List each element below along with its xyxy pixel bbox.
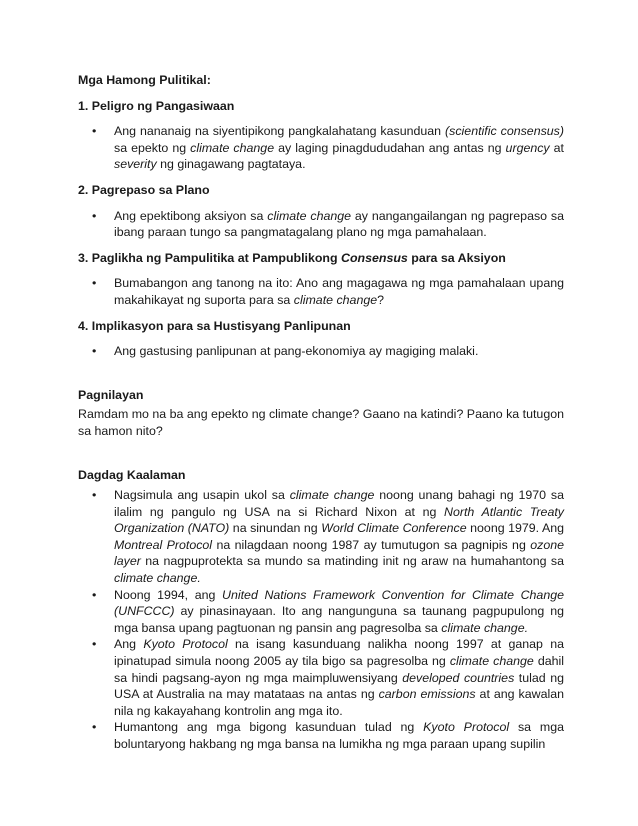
italic-term: climate change <box>449 654 534 669</box>
bullet-item <box>114 636 564 719</box>
section-heading-4: 4. Implikasyon para sa Hustisyang Panlipunan <box>78 318 351 333</box>
text-run: Ang <box>114 637 144 652</box>
text-run: ? <box>377 292 385 307</box>
pagnilayan-heading: Pagnilayan <box>78 387 144 402</box>
bullet-list-3 <box>78 275 564 308</box>
bullet-item <box>114 208 564 241</box>
pagnilayan-text: Ramdam mo na ba ang epekto ng climate change? Gaano na katindi? Paano ka tutugon sa hamon nito? <box>78 407 564 438</box>
text-run: ay pinasinayaan. Ito ang nangunguna sa taunang pagpupulong ng mga bansa upang pagtuonan ng pansin ang pagresolba sa <box>114 604 564 635</box>
dagdag-kaalaman-section <box>78 467 564 753</box>
text-run: noong unang bahagi ng 1970 sa ilalim ng pangulo ng USA na si Richard Nixon at ng <box>114 488 564 519</box>
italic-term: climate change <box>190 140 275 155</box>
italic-term: climate change. <box>114 571 201 586</box>
italic-term: severity <box>114 157 157 172</box>
text-run: Nagsimula ang usapin ukol sa <box>114 488 290 503</box>
italic-term: climate change <box>289 488 375 503</box>
text-run: at ang kawalan nila ng kakayahang kontrolin ang mga ito. <box>114 687 564 718</box>
text-run: Bumabangon ang tanong na ito: Ano ang magagawa ng mga pamahalaan upang makahikayat ng suporta para sa <box>114 276 564 307</box>
text-run: Ang gastusing panlipunan at pang-ekonomiya ay magiging malaki. <box>114 344 479 359</box>
italic-term: Kyoto Protocol <box>143 637 228 652</box>
italic-term: carbon emissions <box>378 687 476 702</box>
italic-term: North Atlantic Treaty Organization (NATO) <box>114 504 564 536</box>
text-run: na isang kasunduang nalikha noong 1997 at ganap na ipinatupad simula noong 2005 ay tila bigo sa pagresolba ng <box>114 637 564 669</box>
italic-term: climate change. <box>441 620 529 635</box>
dagdag-bullet-list <box>78 487 564 753</box>
section-3 <box>78 250 564 309</box>
section-heading-2: 2. Pagrepaso sa Plano <box>78 182 210 197</box>
section-heading-3 <box>78 250 564 267</box>
italic-term: ozone layer <box>114 537 564 569</box>
section-4 <box>78 318 564 360</box>
text-run: noong 1979. Ang <box>466 521 564 536</box>
text-run: sa epekto ng <box>114 140 191 155</box>
text-run: Ang epektibong aksiyon sa <box>114 208 268 223</box>
text-run: ay nangangailangan ng pagrepaso sa ibang paraan tungo sa pangmatagalang plano ng mga pamahalaan. <box>114 208 565 240</box>
italic-term: climate change <box>267 208 352 223</box>
text-run: Humantong ang mga bigong kasunduan tulad ng <box>114 720 424 735</box>
italic-term: Consensus <box>341 250 408 265</box>
text-run: dahil sa hindi pagsang-ayon ng mga maimpluwensiyang <box>114 654 565 685</box>
text-run: sa mga boluntaryong hakbang ng mga bansa na lumikha ng mga paraan upang supilin <box>114 720 564 751</box>
text-run: tulad ng USA at Australia na may matataas na antas ng <box>114 670 564 702</box>
bullet-item <box>114 719 564 752</box>
pagnilayan-section <box>78 387 564 440</box>
bullet-list-1 <box>78 123 564 173</box>
italic-term: Montreal Protocol <box>114 537 213 552</box>
text-run: na sinundan ng <box>229 521 322 536</box>
dagdag-kaalaman-heading: Dagdag Kaalaman <box>78 467 186 482</box>
document-page <box>78 72 564 753</box>
text-run: na nagpuprotekta sa mundo sa matinding init ng araw na humahantong sa <box>140 554 564 569</box>
section-2 <box>78 182 564 241</box>
text-run: na nilagdaan noong 1987 ay tumutugon sa pagnipis ng <box>212 537 531 552</box>
text-run: Ang nananaig na siyentipikong pangkalahatang kasunduan <box>114 124 446 139</box>
italic-term: World Climate Conference <box>321 521 467 536</box>
bullet-item <box>114 343 564 360</box>
text-run: at <box>549 140 565 155</box>
text-run: Noong 1994, ang <box>114 587 223 602</box>
italic-term: climate change <box>293 292 378 307</box>
text-run: para sa Aksiyon <box>407 250 506 265</box>
bullet-list-2 <box>78 208 564 241</box>
italic-term: United Nations Framework Convention for Climate Change (UNFCCC) <box>114 587 564 619</box>
italic-term: (scientific consensus) <box>445 124 564 139</box>
italic-term: urgency <box>505 140 550 155</box>
text-run: 3. Paglikha ng Pampulitika at Pampublikong <box>78 250 342 265</box>
bullet-item <box>114 487 564 587</box>
bullet-item <box>114 123 564 173</box>
bullet-item <box>114 587 564 637</box>
text-run: ay laging pinagdududahan ang antas ng <box>274 140 506 155</box>
italic-term: developed countries <box>402 670 515 685</box>
bullet-item <box>114 275 564 308</box>
section-heading-1: 1. Peligro ng Pangasiwaan <box>78 98 235 113</box>
italic-term: Kyoto Protocol <box>423 720 510 735</box>
text-run: ng ginagawang pagtataya. <box>156 157 306 172</box>
section-1 <box>78 98 564 173</box>
bullet-list-4 <box>78 343 564 360</box>
document-title: Mga Hamong Pulitikal: <box>78 73 211 87</box>
